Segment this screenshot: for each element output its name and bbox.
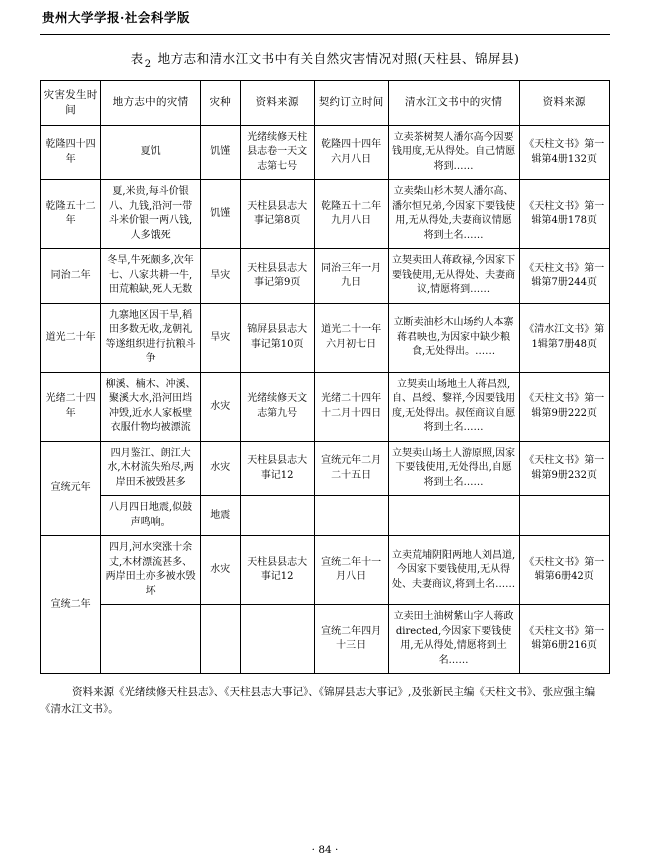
- page-header: [40, 0, 610, 35]
- cell-contract-time: 乾隆四十四年六月八日: [314, 125, 388, 180]
- cell-contract-time: [314, 496, 388, 536]
- cell-local-record: 冬旱,牛死颇多,次年七、八家共耕一牛,田荒粮缺,死人无数: [101, 249, 201, 304]
- cell-time: 光绪二十四年: [41, 372, 101, 441]
- cell-disaster-type: 饥馑: [200, 180, 240, 249]
- disaster-comparison-table: [40, 80, 610, 675]
- table-row: [41, 441, 610, 496]
- cell-qsj-record: 立卖荒埔阴阳两地人刘昌道,今因家下要钱使用,无从得处、夫妻商议,将到土名……: [388, 536, 519, 605]
- cell-local-record: 柳溪、楠木、冲溪、聚溪大水,沿河田垱冲毁,近水人家板壁衣服什物均被漂流: [101, 372, 201, 441]
- table-row: [41, 536, 610, 605]
- col-header-disaster-type: 灾种: [200, 80, 240, 125]
- col-header-source1: 资料来源: [240, 80, 314, 125]
- cell-contract-time: 宣统元年二月二十五日: [314, 441, 388, 496]
- cell-local-record: 夏,米贵,每斗价银八、九钱,沿河一带斗米价银一两八钱,人多饿死: [101, 180, 201, 249]
- cell-source1: [240, 496, 314, 536]
- cell-time: 宣统元年: [41, 441, 101, 536]
- cell-disaster-type: 旱灾: [200, 249, 240, 304]
- table-row: [41, 249, 610, 304]
- cell-source1: 天柱县县志大事记12: [240, 441, 314, 496]
- table-row: [41, 496, 610, 536]
- table-row: [41, 180, 610, 249]
- cell-contract-time: 光绪二十四年十二月十四日: [314, 372, 388, 441]
- caption-text: 地方志和清水江文书中有关自然灾害情况对照(天柱县、锦屏县): [157, 51, 520, 66]
- cell-time: 乾隆五十二年: [41, 180, 101, 249]
- source-note: 资料来源《光绪续修天柱县志》、《天柱县志大事记》、《锦屏县志大事记》,及张新民主编《天柱文书》、张应强主编《清水江文书》。: [40, 686, 596, 716]
- cell-source2: 《天柱文书》第一辑第6册42页: [519, 536, 610, 605]
- page-number: · 84 ·: [311, 844, 339, 856]
- cell-qsj-record: 立断卖油杉木山场约人本寨蒋君映也,为因家中缺少粮食,无处得出。……: [388, 303, 519, 372]
- table-row: [41, 605, 610, 674]
- col-header-time: 灾害发生时间: [41, 80, 101, 125]
- cell-disaster-type: 旱灾: [200, 303, 240, 372]
- journal-title: 贵州大学学报·社会科学版: [42, 10, 190, 25]
- cell-local-record: 夏饥: [101, 125, 201, 180]
- table-row: [41, 125, 610, 180]
- col-header-qsj-record: 清水江文书中的灾情: [388, 80, 519, 125]
- cell-time: 宣统二年: [41, 536, 101, 674]
- cell-source2: [519, 496, 610, 536]
- cell-qsj-record: [388, 496, 519, 536]
- cell-source2: 《天柱文书》第一辑第9册222页: [519, 372, 610, 441]
- cell-source1: [240, 605, 314, 674]
- cell-contract-time: 宣统二年十一月八日: [314, 536, 388, 605]
- cell-source1: 锦屏县县志大事记第10页: [240, 303, 314, 372]
- cell-qsj-record: 立卖田土油树紫山字人蒋政directed,今因家下要钱使用,无从得处,情愿将到土名……: [388, 605, 519, 674]
- cell-time: 道光二十年: [41, 303, 101, 372]
- cell-source1: 天柱县县志大事记第9页: [240, 249, 314, 304]
- table-row: [41, 303, 610, 372]
- cell-disaster-type: 饥馑: [200, 125, 240, 180]
- cell-disaster-type: 地震: [200, 496, 240, 536]
- cell-local-record: 四月,河水突涨十余丈,木材漂流甚多、两岸田土亦多被水毁坏: [101, 536, 201, 605]
- cell-source2: 《天柱文书》第一辑第7册244页: [519, 249, 610, 304]
- cell-source2: 《天柱文书》第一辑第4册132页: [519, 125, 610, 180]
- cell-source1: 天柱县县志大事记12: [240, 536, 314, 605]
- cell-qsj-record: 立卖柴山杉木契人潘尔高、潘尔恒兄弟,今因家下要钱使用,无从得处,夫妻商议情愿将到土名……: [388, 180, 519, 249]
- table-row: [41, 372, 610, 441]
- caption-prefix: 表: [130, 51, 144, 66]
- cell-contract-time: 宣统二年四月十三日: [314, 605, 388, 674]
- cell-source1: 光绪续修天文志第九号: [240, 372, 314, 441]
- cell-contract-time: 乾隆五十二年九月八日: [314, 180, 388, 249]
- caption-number: 2: [144, 58, 152, 70]
- cell-source2: 《天柱文书》第一辑第9册232页: [519, 441, 610, 496]
- cell-time: 乾隆四十四年: [41, 125, 101, 180]
- cell-qsj-record: 立卖茶树契人潘尔高今因要钱用度,无从得处。自己情愿将到……: [388, 125, 519, 180]
- cell-local-record: [101, 605, 201, 674]
- col-header-source2: 资料来源: [519, 80, 610, 125]
- cell-source2: 《清水江文书》第1辑第7册48页: [519, 303, 610, 372]
- cell-qsj-record: 立契卖山场土人游原照,因家下要钱使用,无处得出,自愿将到土名……: [388, 441, 519, 496]
- cell-local-record: 九寨地区因干旱,稻田多数无收,龙朝礼等遂组织进行抗粮斗争: [101, 303, 201, 372]
- cell-contract-time: 道光二十一年六月初七日: [314, 303, 388, 372]
- cell-time: 同治二年: [41, 249, 101, 304]
- col-header-local-record: 地方志中的灾情: [101, 80, 201, 125]
- cell-source2: 《天柱文书》第一辑第4册178页: [519, 180, 610, 249]
- cell-local-record: 八月四日地震,似鼓声鸣响。: [101, 496, 201, 536]
- cell-disaster-type: [200, 605, 240, 674]
- cell-contract-time: 同治三年一月九日: [314, 249, 388, 304]
- cell-local-record: 四月鉴江、朗江大水,木材流失殆尽,两岸田禾被毁甚多: [101, 441, 201, 496]
- cell-disaster-type: 水灾: [200, 372, 240, 441]
- table-header-row: [41, 80, 610, 125]
- cell-qsj-record: 立契卖田人蒋政禄,今因家下要钱使用,无从得处、夫妻商议,情愿将到……: [388, 249, 519, 304]
- cell-qsj-record: 立契卖山场地土人蒋昌烈,自、昌绶、黎祥,今因要钱用度,无处得出。叔侄商议自愿将到土名……: [388, 372, 519, 441]
- cell-source1: 天柱县县志大事记第8页: [240, 180, 314, 249]
- cell-disaster-type: 水灾: [200, 441, 240, 496]
- cell-source1: 光绪续修天柱县志卷一天文志第七号: [240, 125, 314, 180]
- cell-source2: 《天柱文书》第一辑第6册216页: [519, 605, 610, 674]
- col-header-contract-time: 契约订立时间: [314, 80, 388, 125]
- table-caption: [40, 49, 610, 70]
- cell-disaster-type: 水灾: [200, 536, 240, 605]
